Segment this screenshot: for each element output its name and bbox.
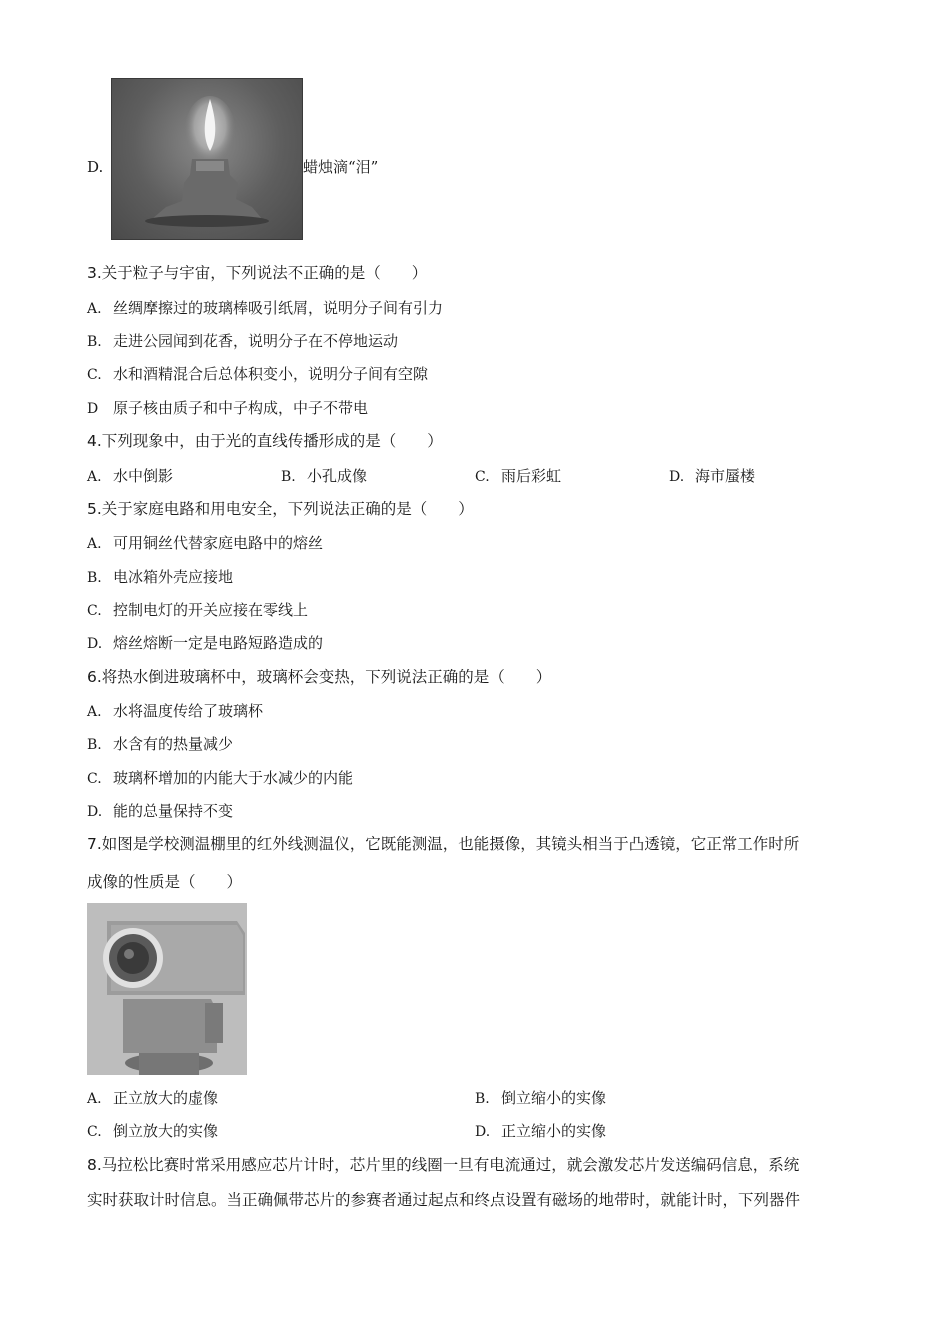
q3-stem: 3.关于粒子与宇宙，下列说法不正确的是（ ） <box>87 264 428 282</box>
q5-option-d: D. 熔丝熔断一定是电路短路造成的 <box>87 634 324 652</box>
q7-option-a: A. 正立放大的虚像 <box>87 1089 219 1107</box>
q3-option-a: A. 丝绸摩擦过的玻璃棒吸引纸屑，说明分子间有引力 <box>87 299 444 317</box>
q4-option-a: A. 水中倒影 <box>87 467 174 485</box>
q6-option-d: D. 能的总量保持不变 <box>87 802 234 820</box>
q6-option-b: B. 水含有的热量减少 <box>87 735 234 753</box>
candle-photo <box>111 78 303 240</box>
q3-option-c: C. 水和酒精混合后总体积变小，说明分子间有空隙 <box>87 365 429 383</box>
q5-stem: 5.关于家庭电路和用电安全，下列说法正确的是（ ） <box>87 500 474 518</box>
q2-option-d-text: 蜡烛滴“泪” <box>303 158 379 176</box>
q7-stem-line2: 成像的性质是（ ） <box>87 873 243 891</box>
q2-option-d-letter: D. <box>87 158 104 176</box>
q5-option-c: C. 控制电灯的开关应接在零线上 <box>87 601 309 619</box>
q7-option-c: C. 倒立放大的实像 <box>87 1122 219 1140</box>
q8-stem-line1: 8.马拉松比赛时常采用感应芯片计时，芯片里的线圈一旦有电流通过，就会激发芯片发送编码信息，系统 <box>87 1156 800 1174</box>
q3-option-b: B. 走进公园闻到花香，说明分子在不停地运动 <box>87 332 399 350</box>
q4-option-c: C. 雨后彩虹 <box>475 467 562 485</box>
q6-stem: 6.将热水倒进玻璃杯中，玻璃杯会变热，下列说法正确的是（ ） <box>87 668 552 686</box>
q7-option-d: D. 正立缩小的实像 <box>475 1122 607 1140</box>
q6-option-a: A. 水将温度传给了玻璃杯 <box>87 702 264 720</box>
q4-stem: 4.下列现象中，由于光的直线传播形成的是（ ） <box>87 432 443 450</box>
thermal-camera-photo <box>87 903 247 1075</box>
q3-option-d: D 原子核由质子和中子构成，中子不带电 <box>87 399 369 417</box>
q7-option-b: B. 倒立缩小的实像 <box>475 1089 607 1107</box>
q5-option-a: A. 可用铜丝代替家庭电路中的熔丝 <box>87 534 324 552</box>
q4-option-b: B. 小孔成像 <box>281 467 368 485</box>
q4-option-d: D. 海市蜃楼 <box>669 467 756 485</box>
q8-stem-line2: 实时获取计时信息。当正确佩带芯片的参赛者通过起点和终点设置有磁场的地带时，就能计时，下列器件 <box>87 1191 801 1209</box>
q7-stem-line1: 7.如图是学校测温棚里的红外线测温仪，它既能测温，也能摄像，其镜头相当于凸透镜，它正常工作时所 <box>87 835 800 853</box>
q6-option-c: C. 玻璃杯增加的内能大于水减少的内能 <box>87 769 354 787</box>
q5-option-b: B. 电冰箱外壳应接地 <box>87 568 234 586</box>
